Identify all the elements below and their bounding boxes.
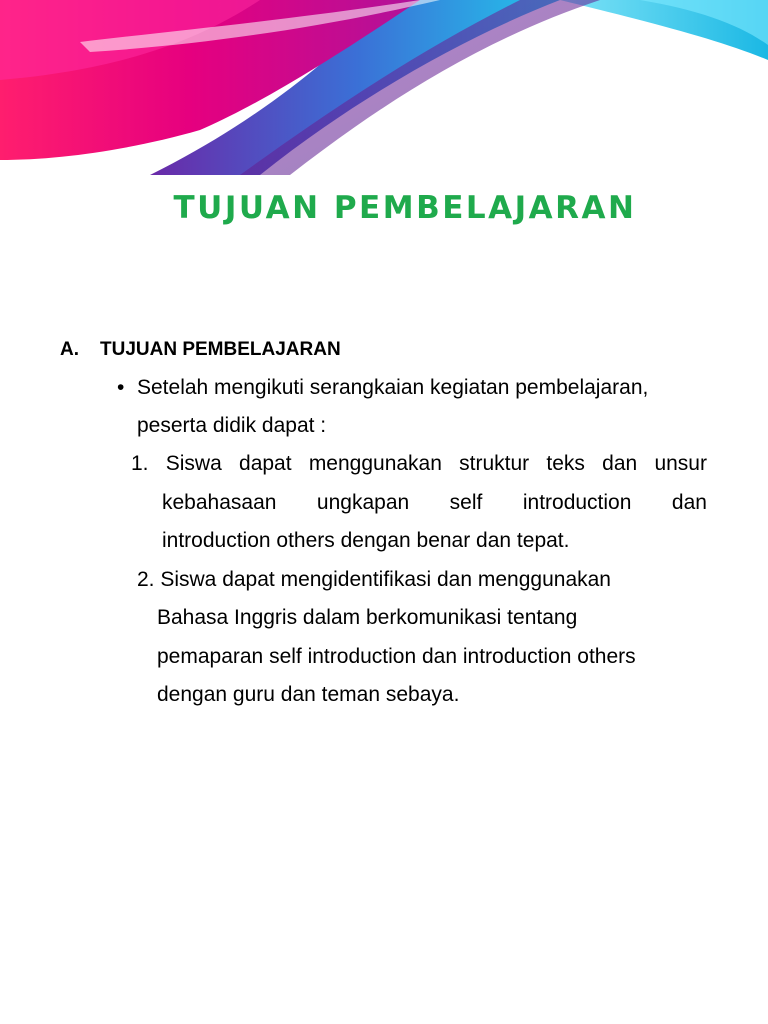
word: dan bbox=[671, 491, 707, 514]
decorative-banner bbox=[0, 0, 768, 175]
word: kebahasaan bbox=[162, 491, 277, 514]
word: self bbox=[449, 491, 483, 514]
objective-1-line-1 bbox=[131, 452, 707, 476]
word: Siswa bbox=[165, 452, 222, 475]
objective-2-line-2: Bahasa Inggris dalam berkomunikasi tentang bbox=[157, 606, 578, 629]
intro-line-1: Setelah mengikuti serangkaian kegiatan pembelajaran, bbox=[137, 376, 649, 399]
section-letter: A. bbox=[60, 339, 79, 360]
objective-2-line-4: dengan guru dan teman sebaya. bbox=[157, 683, 460, 706]
word: dan bbox=[602, 452, 638, 475]
objective-1-line-2 bbox=[162, 491, 707, 515]
word: ungkapan bbox=[316, 491, 410, 514]
slide-title: TUJUAN PEMBELAJARAN bbox=[173, 190, 637, 226]
word: struktur bbox=[459, 452, 530, 475]
intro-line-2: peserta didik dapat : bbox=[137, 414, 327, 437]
word: teks bbox=[546, 452, 585, 475]
objective-1-line-3: introduction others dengan benar dan tepat. bbox=[162, 529, 570, 552]
word: introduction bbox=[522, 491, 632, 514]
objective-2-line-3: pemaparan self introduction dan introduction others bbox=[157, 645, 636, 668]
word: menggunakan bbox=[308, 452, 442, 475]
objective-2-line-1: 2. Siswa dapat mengidentifikasi dan menggunakan bbox=[137, 568, 611, 591]
word: unsur bbox=[654, 452, 707, 475]
bullet-icon: • bbox=[117, 376, 125, 399]
word: 1. bbox=[131, 452, 149, 475]
word: dapat bbox=[239, 452, 292, 475]
section-heading bbox=[60, 339, 341, 361]
section-heading-text: TUJUAN PEMBELAJARAN bbox=[100, 339, 341, 360]
